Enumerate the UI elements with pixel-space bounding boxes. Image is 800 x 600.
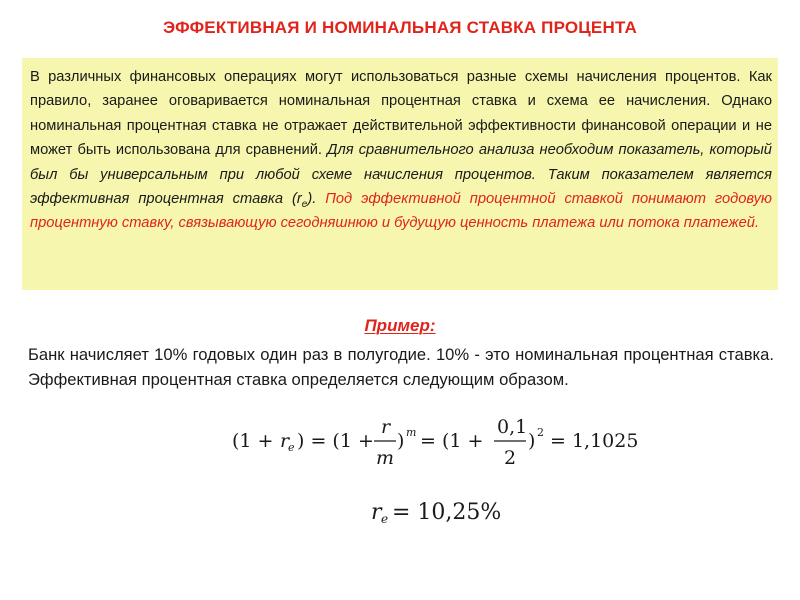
formula-1-mid-open: = (1 +	[420, 430, 484, 452]
formula-1-lhs-close: ) = (1 +	[297, 430, 374, 452]
definition-intro-text: В различных финансовых операциях могут использоваться разные схемы начисления процентов. Как правило, заранее оговаривается номинальная процентная ставка и схема ее начисления. Однако номинальная процентная ставка не отражает действительной эффективности финансовой операции и не может быть использована для сравнений.	[30, 69, 772, 159]
formula-2-var: r	[371, 500, 382, 525]
example-text: Банк начисляет 10% годовых один раз в полугодие. 10% - это номинальная процентная ставка. Эффективная процентная ставка определяется следующим образом.	[28, 345, 774, 389]
example-heading: Пример:	[364, 316, 436, 335]
formula-1-frac2-num: 0,1	[497, 416, 528, 438]
formula-result	[0, 492, 800, 532]
definition-italic-text: Для сравнительного анализа необходим показатель, который был бы универсальным при любой схеме начисления процентов. Таким показателем является эффективная процентная ставка (r	[30, 142, 772, 208]
formula-1-frac2-den: 2	[504, 447, 517, 469]
formula-1-mid-close: )	[397, 430, 405, 452]
slide-title: ЭФФЕКТИВНАЯ И НОМИНАЛЬНАЯ СТАВКА ПРОЦЕНТА	[163, 18, 637, 37]
formula-1-lhs-open: (1 +	[232, 430, 274, 452]
formula-1-rhs-close: )	[528, 430, 536, 452]
formula-1-exp2: 2	[537, 426, 544, 439]
formula-1-frac1-num: r	[381, 416, 391, 438]
definition-highlight-text: Под эффективной процентной ставкой понимают годовую процентную ставку, связывающую сегодняшнюю и будущую ценность платежа или потока платежей.	[30, 191, 772, 232]
formula-1-svg	[0, 412, 800, 472]
formula-2-sub: e	[381, 512, 389, 526]
definition-italic-end: ).	[307, 191, 317, 208]
formula-1-result: = 1,1025	[550, 430, 639, 452]
formula-effective-rate	[0, 412, 800, 472]
definition-box	[22, 58, 778, 290]
effective-rate-subscript: e	[301, 198, 308, 210]
formula-1-lhs-sub: e	[288, 441, 295, 454]
formula-1-lhs-var: r	[280, 430, 290, 452]
formula-1-frac1-den: m	[376, 447, 395, 469]
formula-2-svg	[0, 492, 800, 532]
formula-2-result: = 10,25%	[392, 500, 502, 525]
formula-1-exp1: m	[406, 426, 417, 439]
